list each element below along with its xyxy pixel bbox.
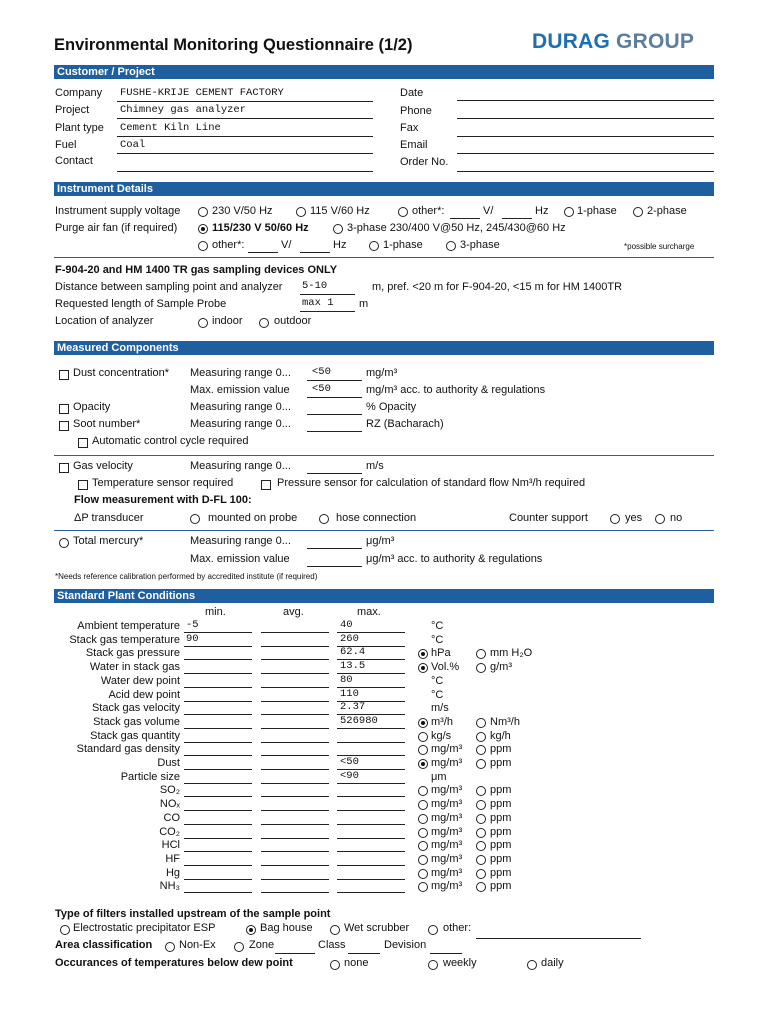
plant-avg-field[interactable] [261,687,329,688]
no-label: no [670,512,683,524]
plant-unit-label: °C [431,620,444,632]
velocity-range-label: Measuring range 0... [190,460,291,472]
plant-unit1-radio[interactable] [418,649,428,659]
plant-unit1-radio[interactable] [418,786,428,796]
plant-unit2-radio[interactable] [476,759,486,769]
fax-field[interactable] [457,136,714,137]
plant-row-label: CO [163,811,180,824]
mercury-unit: μg/m³ [366,535,395,547]
plant-max-value[interactable]: <50 [340,756,359,768]
plant-avg-field[interactable] [261,824,329,825]
plant-unit2-radio[interactable] [476,745,486,755]
col-max: max. [357,606,381,618]
plant-min-field[interactable] [184,783,252,784]
company-field[interactable]: FUSHE-KRIJE CEMENT FACTORY [120,87,284,99]
plant-max-field[interactable] [337,851,405,852]
probe-unit: m [359,298,369,310]
weekly-label: weekly [443,957,477,969]
plant-avg-field[interactable] [261,632,329,633]
velocity-unit: m/s [366,460,384,472]
plant-min-field[interactable] [184,742,252,743]
radio-purge-3phase[interactable] [333,224,343,234]
plant-unit1-label: mg/m³ [431,811,463,824]
plant-unit-label: μm [431,770,447,783]
dust-max-unit: mg/m³ acc. to authority & regulations [366,384,546,396]
plant-avg-field[interactable] [261,879,329,880]
unit-v: V/ [483,205,494,217]
radio-indoor[interactable] [198,318,208,328]
plant-unit2-radio[interactable] [476,800,486,810]
plant-unit1-label: mg/m³ [431,852,463,865]
plant-avg-field[interactable] [261,659,329,660]
logo-sub: GROUP [616,30,695,53]
plant-unit2-label: ppm [490,839,512,852]
checkbox-pressure-sensor[interactable] [261,480,271,490]
opt-230: 230 V/50 Hz [212,205,273,217]
radio-counter-yes[interactable] [610,514,620,524]
purge-v: V/ [281,239,292,251]
outdoor-label: outdoor [274,315,312,327]
soot-range-label: Measuring range 0... [190,418,291,430]
plant-max-field[interactable] [337,796,405,797]
plant-max-field[interactable] [337,810,405,811]
plant-unit1-label: mg/m³ [431,743,463,756]
surcharge-note: *possible surcharge [624,242,695,251]
purge-hz: Hz [333,239,347,251]
gas-velocity-label: Gas velocity [73,460,133,472]
plant-max-field[interactable] [337,728,405,729]
purge-3phase: 3-phase 230/400 V@50 Hz, 245/430@60 Hz [347,222,566,234]
plant-unit1-label: mg/m³ [431,825,463,838]
email-label: Email [400,139,428,151]
devision-label: Devision [384,939,427,951]
plant-min-field[interactable] [184,865,252,866]
zone-label: Zone [249,939,275,951]
plant-avg-field[interactable] [261,769,329,770]
plant-min-value[interactable]: -5 [186,619,199,631]
plant-min-field[interactable] [184,701,252,702]
radio-dew-daily[interactable] [527,960,537,970]
plant-avg-field[interactable] [261,673,329,674]
velocity-range-field[interactable] [307,473,362,474]
fuel-field[interactable]: Coal [120,139,146,151]
plant-row-label: Water in stack gas [89,661,180,674]
plant-unit1-radio[interactable] [418,882,428,892]
plant-row-label: Stack gas quantity [90,729,180,742]
plant-unit1-radio[interactable] [418,814,428,824]
plant-unit2-radio[interactable] [476,786,486,796]
flow-heading: Flow measurement with D-FL 100: [74,494,252,506]
opacity-range-field[interactable] [307,414,362,415]
radio-other-voltage[interactable] [398,207,408,217]
plant-row-label: Particle size [120,770,180,783]
radio-non-ex[interactable] [165,942,175,952]
plant-unit2-radio[interactable] [476,814,486,824]
plant-row-label: NH₃ [159,880,180,893]
distance-label: Distance between sampling point and analyzer [55,281,283,293]
plant-row-label: CO₂ [159,825,180,838]
plant-max-field[interactable] [337,865,405,866]
plant-unit-label: °C [431,633,444,646]
purge-115: 115/230 V 50/60 Hz [212,222,309,234]
plant-row-label: Standard gas density [76,743,180,756]
opt-2phase: 2-phase [647,205,687,217]
section-plant: Standard Plant Conditions [54,589,714,603]
nonex-label: Non-Ex [179,939,216,951]
plant-unit2-label: ppm [490,743,512,756]
plant-min-field[interactable] [184,687,252,688]
section-customer: Customer / Project [54,65,714,79]
plant-unit2-label: Nm³/h [490,715,520,728]
plant-avg-field[interactable] [261,742,329,743]
plant-avg-field[interactable] [261,865,329,866]
radio-230v[interactable] [198,207,208,217]
radio-bag-house[interactable] [246,925,256,935]
dust-range-label: Measuring range 0... [190,367,291,379]
plant-min-field[interactable] [184,892,252,893]
order-field[interactable] [457,171,714,172]
plant-unit1-label: mg/m³ [431,798,463,811]
plant-avg-field[interactable] [261,796,329,797]
plant-min-field[interactable] [184,755,252,756]
plant-unit1-label: Vol.% [431,661,460,674]
opacity-unit: % Opacity [366,401,417,413]
radio-hose-connection[interactable] [319,514,329,524]
devision-field[interactable] [430,953,462,954]
plant-row-label: Acid dew point [108,688,180,701]
date-field[interactable] [457,100,714,101]
distance-field[interactable]: 5-10 [302,280,328,292]
project-field[interactable]: Chimney gas analyzer [120,104,247,116]
mercury-max-label: Max. emission value [190,553,290,565]
plant-type-label: Plant type [55,122,104,134]
project-label: Project [55,104,90,116]
purge-other: other*: [212,239,245,251]
radio-115v[interactable] [296,207,306,217]
plant-unit2-label: ppm [490,866,512,879]
pressure-sensor-label: Pressure sensor for calculation of standard flow Nm³/h required [277,477,586,489]
dp-label: ΔP transducer [74,512,144,524]
plant-max-field[interactable] [337,879,405,880]
plant-unit1-radio[interactable] [418,663,428,673]
plant-avg-field[interactable] [261,783,329,784]
plant-avg-field[interactable] [261,755,329,756]
filter-other-label: other: [443,922,472,934]
plant-unit-label: °C [431,688,444,701]
opt-115: 115 V/60 Hz [310,205,370,217]
dust-label: Dust concentration* [73,367,169,379]
auto-cycle-label: Automatic control cycle required [92,435,249,447]
plant-row-label: Water dew point [100,674,180,687]
distance-note: m, pref. <20 m for F-904-20, <15 m for HM 1400TR [372,281,623,293]
radio-counter-no[interactable] [655,514,665,524]
purge-other-hz-field[interactable] [300,252,330,253]
plant-avg-field[interactable] [261,810,329,811]
plant-unit2-label: ppm [490,880,512,893]
plant-unit1-radio[interactable] [418,745,428,755]
plant-max-value[interactable]: 40 [340,619,353,631]
radio-purge-1phase[interactable] [369,241,379,251]
section-instrument: Instrument Details [54,182,714,196]
other-voltage-field[interactable] [450,218,480,219]
plant-unit2-radio[interactable] [476,855,486,865]
col-min: min. [205,606,226,618]
opt-1phase: 1-phase [577,205,617,217]
dust-max-label: Max. emission value [190,384,290,396]
col-avg: avg. [283,606,304,618]
plant-unit2-radio[interactable] [476,828,486,838]
plant-min-field[interactable] [184,838,252,839]
fuel-label: Fuel [55,139,77,151]
plant-min-field[interactable] [184,824,252,825]
plant-max-value[interactable]: 110 [340,687,359,700]
opacity-range-label: Measuring range 0... [190,401,291,413]
plant-unit1-radio[interactable] [418,718,428,728]
plant-unit2-label: ppm [490,798,512,811]
area-label: Area classification [55,939,153,951]
checkbox-auto-cycle[interactable] [78,438,88,448]
dust-max-field[interactable]: <50 [312,383,331,395]
hose-label: hose connection [336,512,417,524]
purge-other-v-field[interactable] [248,252,278,253]
plant-avg-field[interactable] [261,714,329,715]
plant-avg-field[interactable] [261,701,329,702]
supply-label: Instrument supply voltage [55,205,181,217]
plant-unit1-radio[interactable] [418,828,428,838]
plant-unit2-radio[interactable] [476,732,486,742]
plant-unit2-label: ppm [490,811,512,824]
contact-field[interactable] [117,171,373,172]
plant-unit1-label: mg/m³ [431,784,463,797]
wet-label: Wet scrubber [344,922,410,934]
plant-unit1-label: mg/m³ [431,757,463,769]
page-title: Environmental Monitoring Questionnaire (1/2) [54,36,413,54]
checkbox-opacity[interactable] [59,404,69,414]
plant-unit2-label: ppm [490,757,512,769]
purge-1phase: 1-phase [383,239,423,251]
plant-unit2-label: mm H₂O [490,647,533,660]
plant-min-field[interactable] [184,796,252,797]
radio-outdoor[interactable] [259,318,269,328]
plant-unit2-radio[interactable] [476,718,486,728]
opacity-label: Opacity [73,401,111,413]
plant-unit2-radio[interactable] [476,663,486,673]
radio-2phase[interactable] [633,207,643,217]
phone-label: Phone [400,105,432,117]
plant-max-field[interactable] [337,838,405,839]
checkbox-soot[interactable] [59,421,69,431]
radio-purge-other[interactable] [198,241,208,251]
contact-label: Contact [55,155,93,167]
esp-label: Electrostatic precipitator ESP [73,922,216,934]
yes-label: yes [625,512,643,524]
plant-row-label: Ambient temperature [77,620,180,632]
plant-unit-label: m/s [431,702,449,715]
radio-1phase[interactable] [564,207,574,217]
radio-purge-115-230[interactable] [198,224,208,234]
plant-row-label: HCl [161,839,180,852]
plant-max-value[interactable]: <90 [340,769,359,782]
plant-max-field[interactable] [337,892,405,893]
plant-row-label: Stack gas volume [93,715,180,728]
class-field[interactable] [348,953,380,954]
plant-max-field[interactable] [337,742,405,743]
class-label: Class [318,939,346,951]
mercury-max-unit: μg/m³ acc. to authority & regulations [366,553,543,565]
checkbox-temp-sensor[interactable] [78,480,88,490]
radio-dew-weekly[interactable] [428,960,438,970]
plant-unit1-label: mg/m³ [431,866,463,879]
dust-range-field[interactable]: <50 [312,366,331,378]
indoor-label: indoor [212,315,243,327]
radio-esp[interactable] [60,925,70,935]
plant-unit2-radio[interactable] [476,841,486,851]
calibration-footnote: *Needs reference calibration performed by accredited institute (if required) [55,572,318,581]
plant-avg-field[interactable] [261,838,329,839]
plant-row-label: Stack gas temperature [69,633,180,646]
radio-dew-none[interactable] [330,960,340,970]
plant-unit1-radio[interactable] [418,800,428,810]
plant-unit2-radio[interactable] [476,869,486,879]
bag-label: Bag house [260,922,313,934]
purge-label: Purge air fan (if required) [55,222,178,234]
mercury-max-field[interactable] [307,566,362,567]
plant-avg-field[interactable] [261,646,329,647]
probe-field[interactable]: max 1 [302,297,334,309]
plant-max-value[interactable]: 80 [340,673,353,686]
plant-min-field[interactable] [184,714,252,715]
plant-min-field[interactable] [184,673,252,674]
dew-label: Occurances of temperatures below dew point [55,957,293,969]
plant-row-label: Stack gas velocity [91,702,180,715]
mounted-label: mounted on probe [208,512,298,524]
plant-min-field[interactable] [184,810,252,811]
plant-avg-field[interactable] [261,892,329,893]
plant-row-label: Hg [165,866,180,879]
plant-min-field[interactable] [184,769,252,770]
plant-max-value[interactable]: 526980 [340,714,378,727]
plant-min-field[interactable] [184,728,252,729]
plant-unit1-radio[interactable] [418,869,428,879]
plant-unit1-label: mg/m³ [431,839,463,852]
filters-heading: Type of filters installed upstream of the sample point [55,908,331,920]
sampling-heading: F-904-20 and HM 1400 TR gas sampling devices ONLY [55,264,338,276]
probe-label: Requested length of Sample Probe [55,298,227,310]
soot-unit: RZ (Bacharach) [366,418,444,430]
plant-unit1-label: hPa [431,647,451,660]
plant-unit2-radio[interactable] [476,649,486,659]
plant-max-value[interactable]: 13.5 [340,660,366,673]
soot-label: Soot number* [73,418,141,430]
plant-row-label: Stack gas pressure [85,647,180,660]
filter-other-field[interactable] [476,938,641,939]
radio-purge-3phase-b[interactable] [446,241,456,251]
zone-field[interactable] [275,953,315,954]
radio-mercury[interactable] [59,538,69,548]
fax-label: Fax [400,122,419,134]
plant-max-value[interactable]: 62.4 [340,646,366,659]
mercury-range-label: Measuring range 0... [190,535,291,547]
logo-main: DURAG [532,30,610,53]
plant-max-field[interactable] [337,824,405,825]
radio-mounted-probe[interactable] [190,514,200,524]
checkbox-dust[interactable] [59,370,69,380]
radio-wet-scrubber[interactable] [330,925,340,935]
radio-zone[interactable] [234,942,244,952]
plant-min-field[interactable] [184,851,252,852]
unit-hz: Hz [535,205,549,217]
order-label: Order No. [400,156,449,168]
opt-other: other*: [412,205,445,217]
plant-avg-field[interactable] [261,728,329,729]
plant-row-label: Dust [157,757,180,769]
email-field[interactable] [457,153,714,154]
plant-unit1-label: mg/m³ [431,880,463,893]
plant-unit2-label: g/m³ [490,661,512,674]
plant-unit2-label: ppm [490,852,512,865]
plant-unit1-radio[interactable] [418,855,428,865]
mercury-range-field[interactable] [307,548,362,549]
plant-min-field[interactable] [184,659,252,660]
date-label: Date [400,87,424,99]
plant-row-label: HF [165,852,180,865]
location-label: Location of analyzer [55,315,154,327]
plant-unit1-radio[interactable] [418,759,428,769]
plant-type-field[interactable]: Cement Kiln Line [120,122,221,134]
plant-unit1-label: m³/h [431,715,453,728]
plant-unit2-radio[interactable] [476,882,486,892]
plant-unit2-label: ppm [490,825,512,838]
checkbox-gas-velocity[interactable] [59,463,69,473]
temp-sensor-label: Temperature sensor required [92,477,234,489]
other-hz-field[interactable] [502,218,532,219]
plant-unit1-label: kg/s [431,729,452,742]
section-measured: Measured Components [54,341,714,355]
plant-unit-label: °C [431,674,444,687]
plant-row-label: SO₂ [159,784,180,797]
purge-3phase-b: 3-phase [460,239,500,251]
plant-avg-field[interactable] [261,851,329,852]
counter-label: Counter support [509,512,588,524]
plant-unit2-label: ppm [490,784,512,797]
plant-max-field[interactable] [337,783,405,784]
plant-unit1-radio[interactable] [418,841,428,851]
plant-unit1-radio[interactable] [418,732,428,742]
radio-filter-other[interactable] [428,925,438,935]
plant-min-field[interactable] [184,879,252,880]
none-label: none [344,957,369,969]
soot-range-field[interactable] [307,431,362,432]
plant-min-field[interactable] [184,646,252,647]
durag-logo [532,30,694,54]
plant-min-value[interactable]: 90 [186,632,199,645]
dust-range-unit: mg/m³ [366,367,398,379]
company-label: Company [55,87,103,99]
plant-unit2-label: kg/h [490,729,511,742]
daily-label: daily [541,957,564,969]
plant-row-label: NOₓ [159,798,180,811]
plant-max-value[interactable]: 2.37 [340,701,366,714]
plant-max-value[interactable]: 260 [340,632,359,645]
phone-field[interactable] [457,118,714,119]
mercury-label: Total mercury* [73,535,144,547]
